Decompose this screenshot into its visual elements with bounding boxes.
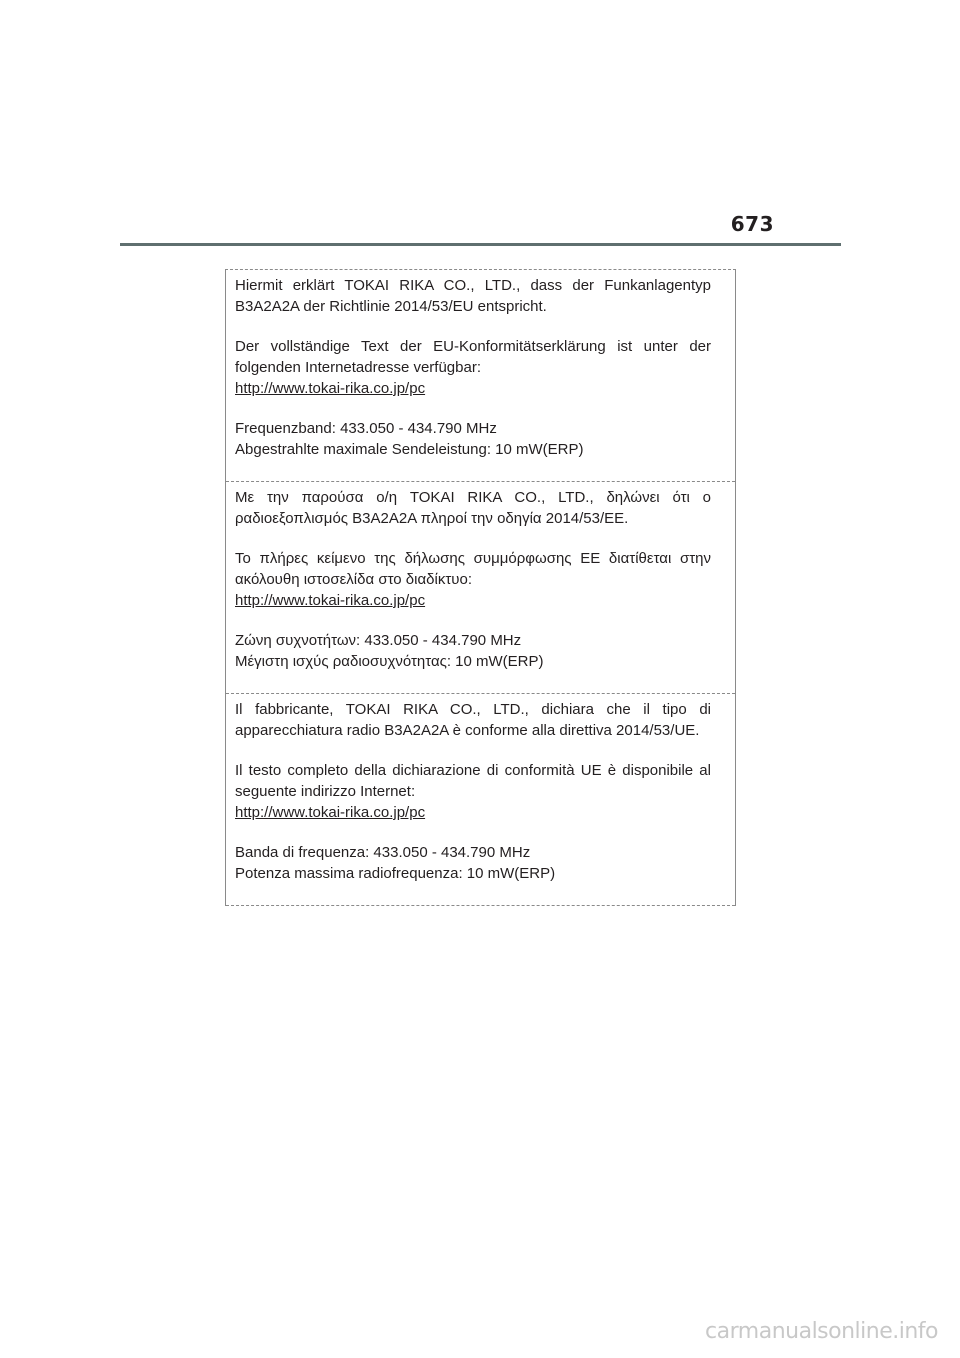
declaration-url-link[interactable]: http://www.tokai-rika.co.jp/pc bbox=[235, 380, 426, 397]
section-german bbox=[226, 270, 735, 482]
declaration-text: Hiermit erklärt TOKAI RIKA CO., LTD., dass der Funkanlagentyp B3A2A2A der Richtlinie 2014/53/EU entspricht. bbox=[235, 277, 711, 315]
page-number: 673 bbox=[730, 212, 774, 236]
frequency-band: Ζώνη συχνοτήτων: 433.050 - 434.790 MHz bbox=[235, 632, 522, 649]
declaration-text: Il fabbricante, TOKAI RIKA CO., LTD., dichiara che il tipo di apparecchiatura radio B3A2A2A è conforme alla direttiva 2014/53/UE. bbox=[235, 701, 711, 739]
max-power: Abgestrahlte maximale Sendeleistung: 10 mW(ERP) bbox=[235, 441, 584, 458]
header-rule bbox=[120, 243, 841, 246]
availability-text: Il testo completo della dichiarazione di conformità UE è disponibile al seguente indirizzo Internet: bbox=[235, 762, 711, 800]
declaration-url-link[interactable]: http://www.tokai-rika.co.jp/pc bbox=[235, 592, 426, 609]
max-power: Μέγιστη ισχύς ραδιοσυχνότητας: 10 mW(ERP) bbox=[235, 653, 544, 670]
section-italian bbox=[226, 694, 735, 906]
declaration-text: Με την παρούσα ο/η TOKAI RIKA CO., LTD., δηλώνει ότι ο ραδιοεξοπλισμός B3A2A2A πληροί την οδηγία 2014/53/ΕΕ. bbox=[235, 489, 711, 527]
declaration-box bbox=[225, 269, 736, 906]
declaration-url-link[interactable]: http://www.tokai-rika.co.jp/pc bbox=[235, 804, 426, 821]
frequency-band: Banda di frequenza: 433.050 - 434.790 MHz bbox=[235, 844, 531, 861]
section-greek bbox=[226, 482, 735, 694]
frequency-band: Frequenzband: 433.050 - 434.790 MHz bbox=[235, 420, 497, 437]
availability-text: Der vollständige Text der EU-Konformitätserklärung ist unter der folgenden Internetadresse verfügbar: bbox=[235, 338, 711, 376]
availability-text: Το πλήρες κείμενο της δήλωσης συμμόρφωσης ΕΕ διατίθεται στην ακόλουθη ιστοσελίδα στο διαδίκτυο: bbox=[235, 550, 711, 588]
watermark: carmanualsonline.info bbox=[705, 1319, 938, 1344]
max-power: Potenza massima radiofrequenza: 10 mW(ERP) bbox=[235, 865, 556, 882]
